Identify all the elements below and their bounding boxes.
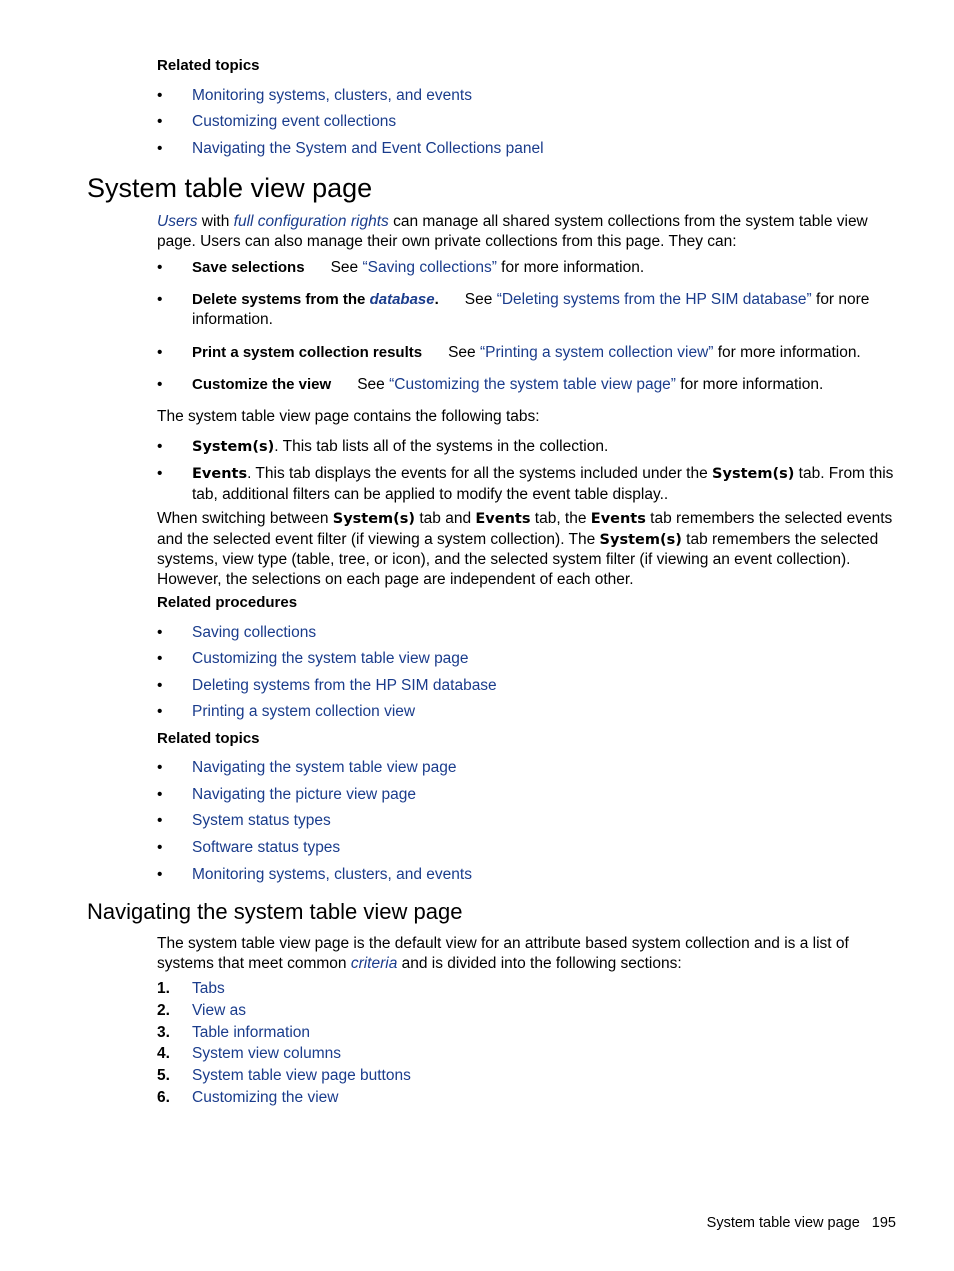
- text: for more information.: [675, 376, 824, 393]
- text: with: [197, 213, 234, 230]
- list-item: [157, 1044, 342, 1064]
- full-configuration-rights-link[interactable]: full configuration rights: [233, 213, 389, 230]
- tab-item-systems: [157, 437, 902, 458]
- ui-term: System(s): [332, 511, 416, 527]
- step-number: 2.: [157, 1002, 170, 1019]
- action-item-print: [192, 343, 861, 363]
- text: tab. From this tab, additional filters can be applied to modify the event table display..: [192, 465, 894, 503]
- list-item: [192, 676, 497, 696]
- text: . This tab displays the events for all the systems included under the: [247, 465, 713, 482]
- action-term: Save selections: [192, 259, 305, 276]
- action-item-customize: [192, 375, 823, 395]
- list-item: [192, 785, 416, 805]
- list-item: [192, 86, 472, 106]
- list-item: [192, 623, 316, 643]
- list-item: [157, 1001, 246, 1021]
- text: for nore information.: [192, 291, 870, 328]
- related-topic-link[interactable]: Monitoring systems, clusters, and events: [192, 87, 472, 104]
- ui-term: Events: [590, 511, 646, 527]
- related-topic-link[interactable]: Customizing event collections: [192, 113, 397, 130]
- ui-term: System(s): [712, 466, 795, 482]
- users-link[interactable]: Users: [157, 213, 198, 230]
- list-item: [157, 1023, 311, 1043]
- navigating-intro: [157, 934, 902, 973]
- related-procedures-heading: Related procedures: [157, 594, 298, 611]
- tabs-intro: The system table view page contains the following tabs:: [157, 408, 540, 425]
- switching-paragraph: [157, 509, 902, 589]
- ui-term: System(s): [599, 531, 682, 548]
- text: for more information.: [496, 259, 645, 276]
- customizing-table-view-link[interactable]: “Customizing the system table view page”: [389, 376, 676, 393]
- action-term: Print a system collection results: [192, 344, 423, 361]
- step-number: 5.: [157, 1067, 170, 1084]
- list-item: [192, 865, 472, 885]
- text: tab remembers the selected systems, view type (table, tree, or icon), and the selected system filter (if viewing an event collection). However, the selections on each page are independent of each other.: [157, 530, 879, 588]
- step-number: 1.: [157, 980, 170, 997]
- ui-term: Events: [192, 466, 248, 482]
- bullet: •: [157, 465, 163, 482]
- action-item-delete-systems: [157, 290, 902, 329]
- step-link[interactable]: Customizing the view: [192, 1089, 339, 1106]
- related-topic-link[interactable]: Navigating the System and Event Collections panel: [192, 140, 544, 157]
- list-item: [157, 1066, 411, 1086]
- procedure-link[interactable]: Saving collections: [192, 624, 317, 641]
- list-item: [192, 758, 457, 778]
- step-link[interactable]: Table information: [192, 1024, 311, 1041]
- text: See: [357, 376, 390, 393]
- related-topic-link[interactable]: Navigating the system table view page: [192, 759, 457, 776]
- text: See: [330, 259, 363, 276]
- tab-item-events: [157, 464, 902, 504]
- text: See: [448, 344, 480, 361]
- ui-term: System(s): [192, 439, 275, 455]
- related-topic-link[interactable]: System status types: [192, 812, 331, 829]
- step-link[interactable]: View as: [192, 1002, 246, 1019]
- related-topic-link[interactable]: Software status types: [192, 839, 341, 856]
- action-term: Customize the view: [192, 376, 332, 393]
- step-number: 3.: [157, 1024, 170, 1041]
- list-item: [192, 702, 415, 722]
- text: can manage all shared system collections from the system table view page. Users can also manage their own private collections from this page. They can:: [157, 213, 868, 250]
- section-title-system-table-view: System table view page: [87, 173, 373, 203]
- text: tab and: [415, 510, 476, 527]
- action-item-save-selections: [192, 258, 644, 278]
- text: See: [464, 291, 497, 308]
- step-number: 4.: [157, 1045, 170, 1062]
- page-footer: [707, 1214, 896, 1234]
- page-number: 195: [871, 1215, 896, 1231]
- intro-paragraph: [157, 212, 902, 251]
- list-item: [192, 139, 544, 159]
- action-term-end: .: [434, 291, 439, 308]
- saving-collections-link[interactable]: “Saving collections”: [362, 259, 497, 276]
- procedure-link[interactable]: Deleting systems from the HP SIM database: [192, 677, 497, 694]
- list-item: [192, 112, 396, 132]
- deleting-systems-link[interactable]: “Deleting systems from the HP SIM database”: [496, 291, 812, 308]
- related-topic-link[interactable]: Navigating the picture view page: [192, 786, 417, 803]
- text: and is divided into the following sections:: [397, 954, 682, 972]
- text: for more information.: [713, 344, 861, 361]
- text: When switching between: [157, 510, 333, 527]
- related-topics-heading: Related topics: [157, 57, 260, 74]
- bullet: •: [157, 291, 163, 308]
- list-item: [157, 979, 225, 999]
- database-link[interactable]: database: [369, 291, 435, 308]
- procedure-link[interactable]: Printing a system collection view: [192, 703, 416, 720]
- text: tab remembers the selected events and the selected event filter (if viewing a system collection). The: [157, 510, 893, 548]
- list-item: [157, 1088, 339, 1108]
- ui-term: Events: [475, 511, 531, 527]
- section-title-navigating: Navigating the system table view page: [87, 899, 463, 924]
- related-topics-heading: Related topics: [157, 730, 260, 747]
- text: The system table view page is the default view for an attribute based system collection and is a list of systems that meet common: [157, 935, 849, 972]
- text: . This tab lists all of the systems in the collection.: [274, 438, 609, 455]
- related-topic-link[interactable]: Monitoring systems, clusters, and events: [192, 866, 472, 883]
- text: tab, the: [530, 510, 591, 527]
- step-link[interactable]: System view columns: [192, 1045, 342, 1062]
- step-link[interactable]: System table view page buttons: [192, 1067, 411, 1084]
- procedure-link[interactable]: Customizing the system table view page: [192, 650, 469, 667]
- printing-view-link[interactable]: “Printing a system collection view”: [479, 344, 714, 361]
- list-item: [192, 811, 331, 831]
- step-link[interactable]: Tabs: [192, 980, 225, 997]
- list-item: [192, 649, 469, 669]
- action-term: Delete systems from the: [192, 291, 370, 308]
- step-number: 6.: [157, 1089, 170, 1106]
- criteria-link[interactable]: criteria: [350, 954, 398, 972]
- footer-title: System table view page: [706, 1215, 860, 1231]
- bullet: •: [157, 438, 163, 455]
- list-item: [192, 838, 340, 858]
